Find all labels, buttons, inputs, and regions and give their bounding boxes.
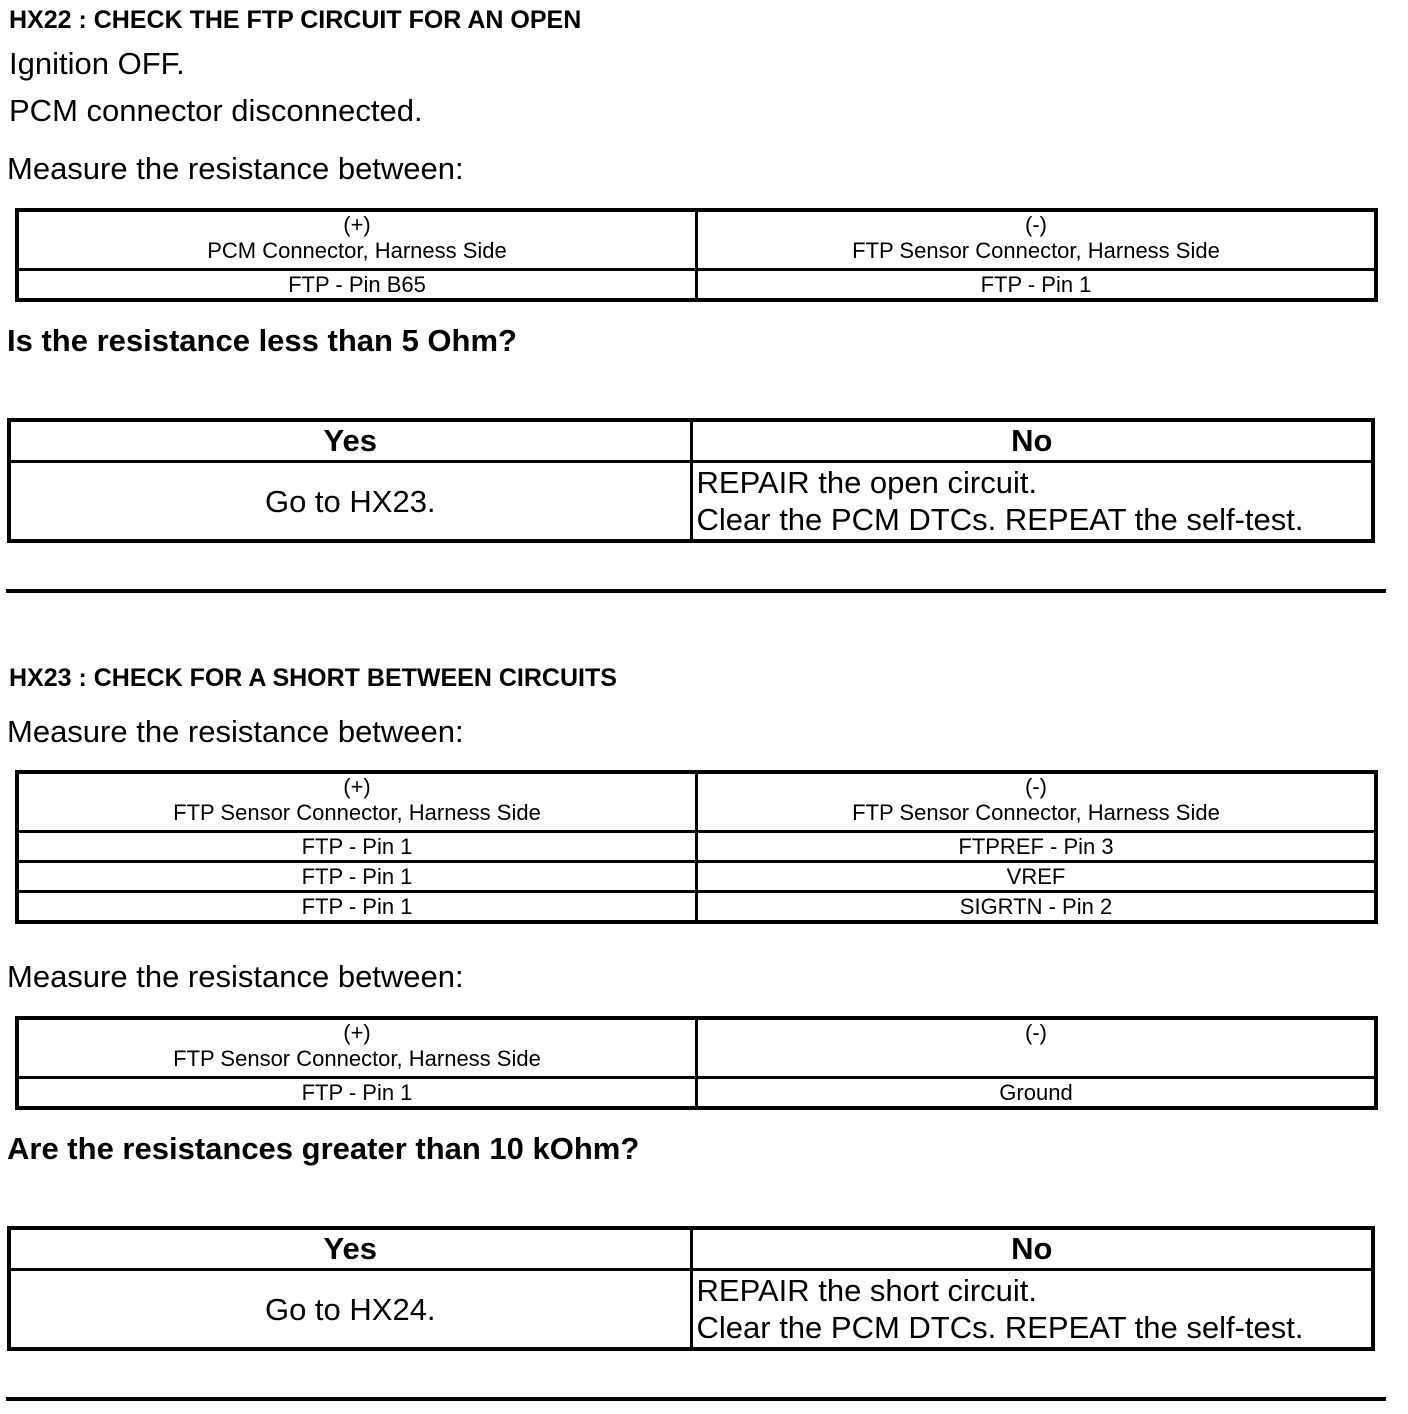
yes-action: Go to HX24. <box>9 1270 691 1350</box>
hx22-question: Is the resistance less than 5 Ohm? <box>7 323 517 358</box>
plus-sign: (+) <box>343 212 371 237</box>
no-action-line: REPAIR the open circuit. <box>696 465 1038 500</box>
plus-header-cell <box>17 210 697 270</box>
no-action <box>691 1270 1373 1350</box>
hx22-condition-ignition: Ignition OFF. <box>9 46 185 81</box>
plus-header-cell <box>17 772 697 832</box>
minus-sign: (-) <box>1025 212 1047 237</box>
plus-pin: FTP - Pin 1 <box>17 832 697 862</box>
no-action-line: Clear the PCM DTCs. REPEAT the self-test. <box>696 502 1304 537</box>
hx23-measure-intro-1: Measure the resistance between: <box>7 714 464 749</box>
minus-sign: (-) <box>1025 774 1047 799</box>
minus-header-cell <box>697 772 1377 832</box>
minus-pin: FTP - Pin 1 <box>697 270 1377 301</box>
plus-sign: (+) <box>343 774 371 799</box>
table-row <box>17 270 1376 301</box>
hx23-heading: HX23 : CHECK FOR A SHORT BETWEEN CIRCUITS <box>9 664 617 692</box>
plus-pin: FTP - Pin B65 <box>17 270 697 301</box>
minus-sign: (-) <box>1025 1020 1047 1045</box>
hx22-measure-intro: Measure the resistance between: <box>7 151 464 186</box>
no-header: No <box>691 1228 1373 1270</box>
plus-connector: PCM Connector, Harness Side <box>207 238 507 263</box>
minus-header-cell <box>697 210 1377 270</box>
section-divider <box>6 1397 1386 1401</box>
minus-connector: FTP Sensor Connector, Harness Side <box>852 800 1220 825</box>
table-row <box>17 832 1376 862</box>
minus-header-cell <box>697 1018 1377 1078</box>
table-row <box>17 862 1376 892</box>
hx23-measure-intro-2: Measure the resistance between: <box>7 959 464 994</box>
plus-pin: FTP - Pin 1 <box>17 1078 697 1109</box>
yes-header: Yes <box>9 1228 691 1270</box>
minus-pin: FTPREF - Pin 3 <box>697 832 1377 862</box>
hx23-measurement-table-1 <box>15 770 1378 924</box>
minus-connector: FTP Sensor Connector, Harness Side <box>852 238 1220 263</box>
minus-pin: VREF <box>697 862 1377 892</box>
table-row <box>17 892 1376 923</box>
yes-action: Go to HX23. <box>9 462 691 542</box>
table-row <box>17 1078 1376 1109</box>
hx23-question: Are the resistances greater than 10 kOhm? <box>7 1131 640 1166</box>
plus-connector: FTP Sensor Connector, Harness Side <box>173 800 541 825</box>
hx22-heading: HX22 : CHECK THE FTP CIRCUIT FOR AN OPEN <box>9 6 582 34</box>
no-action-line: Clear the PCM DTCs. REPEAT the self-test. <box>696 1310 1304 1345</box>
hx23-measurement-table-2 <box>15 1016 1378 1110</box>
hx22-answer-table <box>7 418 1375 543</box>
plus-connector: FTP Sensor Connector, Harness Side <box>173 1046 541 1071</box>
plus-pin: FTP - Pin 1 <box>17 892 697 923</box>
hx23-answer-table <box>7 1226 1375 1351</box>
hx22-measurement-table <box>15 208 1378 302</box>
no-header: No <box>691 420 1373 462</box>
section-divider <box>6 589 1386 593</box>
minus-pin: SIGRTN - Pin 2 <box>697 892 1377 923</box>
plus-sign: (+) <box>343 1020 371 1045</box>
plus-header-cell <box>17 1018 697 1078</box>
hx22-condition-pcm: PCM connector disconnected. <box>9 93 423 128</box>
minus-pin: Ground <box>697 1078 1377 1109</box>
yes-header: Yes <box>9 420 691 462</box>
no-action <box>691 462 1373 542</box>
plus-pin: FTP - Pin 1 <box>17 862 697 892</box>
no-action-line: REPAIR the short circuit. <box>696 1273 1038 1308</box>
